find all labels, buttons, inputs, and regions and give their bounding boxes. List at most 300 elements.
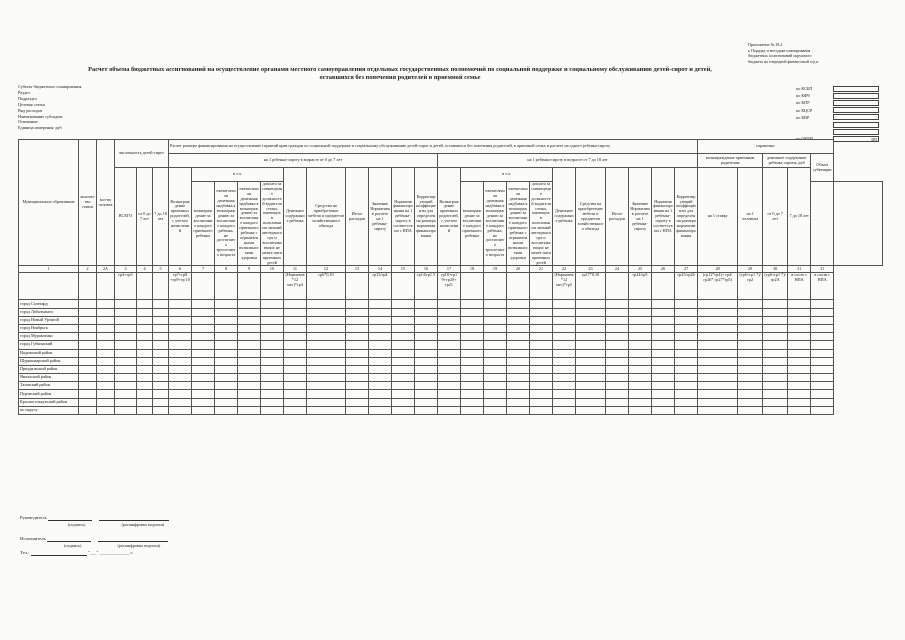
value-cell[interactable] bbox=[192, 390, 215, 398]
value-cell[interactable] bbox=[698, 316, 738, 324]
value-cell[interactable] bbox=[115, 300, 137, 308]
value-cell[interactable] bbox=[284, 324, 307, 332]
value-cell[interactable] bbox=[215, 341, 238, 349]
value-cell[interactable] bbox=[153, 308, 169, 316]
value-cell[interactable] bbox=[346, 308, 369, 316]
value-cell[interactable] bbox=[788, 382, 811, 390]
value-cell[interactable] bbox=[97, 300, 115, 308]
value-cell[interactable] bbox=[461, 357, 484, 365]
value-cell[interactable] bbox=[606, 349, 629, 357]
value-cell[interactable] bbox=[553, 308, 576, 316]
value-cell[interactable] bbox=[553, 349, 576, 357]
value-cell[interactable] bbox=[307, 324, 346, 332]
value-cell[interactable] bbox=[530, 406, 553, 414]
value-cell[interactable] bbox=[530, 308, 553, 316]
value-cell[interactable] bbox=[369, 374, 392, 382]
value-cell[interactable] bbox=[261, 308, 284, 316]
value-cell[interactable] bbox=[629, 349, 652, 357]
value-cell[interactable] bbox=[629, 365, 652, 373]
value-cell[interactable] bbox=[461, 398, 484, 406]
value-cell[interactable] bbox=[79, 324, 97, 332]
value-cell[interactable] bbox=[484, 398, 507, 406]
value-cell[interactable] bbox=[738, 390, 763, 398]
value-cell[interactable] bbox=[738, 374, 763, 382]
value-cell[interactable] bbox=[484, 382, 507, 390]
value-cell[interactable] bbox=[369, 300, 392, 308]
value-cell[interactable] bbox=[461, 406, 484, 414]
value-cell[interactable] bbox=[415, 390, 438, 398]
value-cell[interactable] bbox=[215, 365, 238, 373]
value-cell[interactable] bbox=[97, 382, 115, 390]
value-cell[interactable] bbox=[97, 308, 115, 316]
value-cell[interactable] bbox=[698, 333, 738, 341]
value-cell[interactable] bbox=[675, 316, 698, 324]
value-cell[interactable] bbox=[698, 349, 738, 357]
value-cell[interactable] bbox=[307, 398, 346, 406]
value-cell[interactable] bbox=[484, 341, 507, 349]
value-cell[interactable] bbox=[576, 300, 606, 308]
value-cell[interactable] bbox=[576, 308, 606, 316]
value-cell[interactable] bbox=[169, 316, 192, 324]
value-cell[interactable] bbox=[115, 398, 137, 406]
value-cell[interactable] bbox=[115, 316, 137, 324]
value-cell[interactable] bbox=[192, 374, 215, 382]
value-cell[interactable] bbox=[192, 365, 215, 373]
value-cell[interactable] bbox=[238, 406, 261, 414]
value-cell[interactable] bbox=[675, 374, 698, 382]
value-cell[interactable] bbox=[153, 341, 169, 349]
value-cell[interactable] bbox=[507, 349, 530, 357]
value-cell[interactable] bbox=[79, 316, 97, 324]
value-cell[interactable] bbox=[652, 300, 675, 308]
value-cell[interactable] bbox=[238, 349, 261, 357]
value-cell[interactable] bbox=[137, 390, 153, 398]
value-cell[interactable] bbox=[153, 349, 169, 357]
value-cell[interactable] bbox=[698, 406, 738, 414]
value-cell[interactable] bbox=[438, 374, 461, 382]
value-cell[interactable] bbox=[392, 382, 415, 390]
value-cell[interactable] bbox=[553, 382, 576, 390]
value-cell[interactable] bbox=[629, 390, 652, 398]
value-cell[interactable] bbox=[553, 390, 576, 398]
value-cell[interactable] bbox=[738, 406, 763, 414]
value-cell[interactable] bbox=[97, 390, 115, 398]
value-cell[interactable] bbox=[284, 300, 307, 308]
value-cell[interactable] bbox=[507, 357, 530, 365]
value-cell[interactable] bbox=[530, 300, 553, 308]
value-cell[interactable] bbox=[369, 398, 392, 406]
value-cell[interactable] bbox=[811, 406, 834, 414]
value-cell[interactable] bbox=[675, 390, 698, 398]
value-cell[interactable] bbox=[811, 382, 834, 390]
value-cell[interactable] bbox=[507, 398, 530, 406]
value-cell[interactable] bbox=[652, 316, 675, 324]
value-cell[interactable] bbox=[415, 316, 438, 324]
value-cell[interactable] bbox=[530, 341, 553, 349]
value-cell[interactable] bbox=[284, 374, 307, 382]
value-cell[interactable] bbox=[738, 316, 763, 324]
value-cell[interactable] bbox=[553, 374, 576, 382]
value-cell[interactable] bbox=[763, 341, 788, 349]
value-cell[interactable] bbox=[79, 406, 97, 414]
value-cell[interactable] bbox=[675, 349, 698, 357]
value-cell[interactable] bbox=[763, 374, 788, 382]
value-cell[interactable] bbox=[763, 357, 788, 365]
value-cell[interactable] bbox=[392, 374, 415, 382]
value-cell[interactable] bbox=[261, 374, 284, 382]
value-cell[interactable] bbox=[392, 398, 415, 406]
value-cell[interactable] bbox=[530, 357, 553, 365]
value-cell[interactable] bbox=[392, 300, 415, 308]
value-cell[interactable] bbox=[392, 324, 415, 332]
value-cell[interactable] bbox=[369, 349, 392, 357]
value-cell[interactable] bbox=[137, 308, 153, 316]
value-cell[interactable] bbox=[115, 308, 137, 316]
value-cell[interactable] bbox=[788, 349, 811, 357]
value-cell[interactable] bbox=[788, 300, 811, 308]
value-cell[interactable] bbox=[438, 357, 461, 365]
value-cell[interactable] bbox=[284, 398, 307, 406]
value-cell[interactable] bbox=[811, 333, 834, 341]
value-cell[interactable] bbox=[261, 300, 284, 308]
value-cell[interactable] bbox=[507, 300, 530, 308]
value-cell[interactable] bbox=[530, 324, 553, 332]
code-field[interactable] bbox=[833, 100, 879, 106]
value-cell[interactable] bbox=[553, 300, 576, 308]
value-cell[interactable] bbox=[461, 316, 484, 324]
value-cell[interactable] bbox=[415, 349, 438, 357]
value-cell[interactable] bbox=[369, 357, 392, 365]
value-cell[interactable] bbox=[507, 316, 530, 324]
value-cell[interactable] bbox=[438, 300, 461, 308]
value-cell[interactable] bbox=[530, 333, 553, 341]
value-cell[interactable] bbox=[763, 316, 788, 324]
value-cell[interactable] bbox=[346, 365, 369, 373]
value-cell[interactable] bbox=[392, 406, 415, 414]
phone-field[interactable] bbox=[31, 555, 87, 556]
value-cell[interactable] bbox=[811, 300, 834, 308]
value-cell[interactable] bbox=[115, 374, 137, 382]
value-cell[interactable] bbox=[698, 365, 738, 373]
value-cell[interactable] bbox=[307, 341, 346, 349]
value-cell[interactable] bbox=[238, 316, 261, 324]
value-cell[interactable] bbox=[369, 308, 392, 316]
value-cell[interactable] bbox=[698, 374, 738, 382]
value-cell[interactable] bbox=[788, 324, 811, 332]
value-cell[interactable] bbox=[79, 390, 97, 398]
value-cell[interactable] bbox=[415, 357, 438, 365]
value-cell[interactable] bbox=[115, 382, 137, 390]
value-cell[interactable] bbox=[788, 308, 811, 316]
value-cell[interactable] bbox=[79, 308, 97, 316]
value-cell[interactable] bbox=[307, 300, 346, 308]
value-cell[interactable] bbox=[137, 365, 153, 373]
value-cell[interactable] bbox=[392, 365, 415, 373]
value-cell[interactable] bbox=[461, 365, 484, 373]
value-cell[interactable] bbox=[788, 333, 811, 341]
value-cell[interactable] bbox=[169, 333, 192, 341]
value-cell[interactable] bbox=[606, 341, 629, 349]
value-cell[interactable] bbox=[763, 333, 788, 341]
value-cell[interactable] bbox=[115, 406, 137, 414]
value-cell[interactable] bbox=[461, 324, 484, 332]
value-cell[interactable] bbox=[484, 333, 507, 341]
value-cell[interactable] bbox=[97, 349, 115, 357]
value-cell[interactable] bbox=[438, 324, 461, 332]
value-cell[interactable] bbox=[192, 333, 215, 341]
value-cell[interactable] bbox=[652, 398, 675, 406]
value-cell[interactable] bbox=[169, 406, 192, 414]
value-cell[interactable] bbox=[153, 300, 169, 308]
value-cell[interactable] bbox=[346, 374, 369, 382]
value-cell[interactable] bbox=[438, 406, 461, 414]
value-cell[interactable] bbox=[153, 333, 169, 341]
value-cell[interactable] bbox=[553, 333, 576, 341]
value-cell[interactable] bbox=[507, 324, 530, 332]
value-cell[interactable] bbox=[215, 308, 238, 316]
value-cell[interactable] bbox=[507, 382, 530, 390]
value-cell[interactable] bbox=[553, 365, 576, 373]
value-cell[interactable] bbox=[238, 390, 261, 398]
value-cell[interactable] bbox=[215, 390, 238, 398]
value-cell[interactable] bbox=[238, 382, 261, 390]
value-cell[interactable] bbox=[238, 324, 261, 332]
value-cell[interactable] bbox=[606, 357, 629, 365]
value-cell[interactable] bbox=[698, 308, 738, 316]
value-cell[interactable] bbox=[629, 324, 652, 332]
value-cell[interactable] bbox=[652, 308, 675, 316]
value-cell[interactable] bbox=[629, 308, 652, 316]
value-cell[interactable] bbox=[284, 316, 307, 324]
value-cell[interactable] bbox=[415, 324, 438, 332]
value-cell[interactable] bbox=[461, 300, 484, 308]
value-cell[interactable] bbox=[261, 333, 284, 341]
value-cell[interactable] bbox=[238, 341, 261, 349]
value-cell[interactable] bbox=[629, 300, 652, 308]
value-cell[interactable] bbox=[530, 349, 553, 357]
value-cell[interactable] bbox=[576, 324, 606, 332]
value-cell[interactable] bbox=[788, 406, 811, 414]
value-cell[interactable] bbox=[392, 357, 415, 365]
value-cell[interactable] bbox=[763, 406, 788, 414]
value-cell[interactable] bbox=[392, 308, 415, 316]
value-cell[interactable] bbox=[576, 406, 606, 414]
value-cell[interactable] bbox=[369, 341, 392, 349]
value-cell[interactable] bbox=[484, 316, 507, 324]
value-cell[interactable] bbox=[97, 324, 115, 332]
value-cell[interactable] bbox=[606, 374, 629, 382]
value-cell[interactable] bbox=[507, 390, 530, 398]
value-cell[interactable] bbox=[811, 357, 834, 365]
value-cell[interactable] bbox=[137, 374, 153, 382]
value-cell[interactable] bbox=[811, 398, 834, 406]
value-cell[interactable] bbox=[238, 333, 261, 341]
value-cell[interactable] bbox=[763, 308, 788, 316]
value-cell[interactable] bbox=[675, 324, 698, 332]
value-cell[interactable] bbox=[137, 341, 153, 349]
value-cell[interactable] bbox=[606, 365, 629, 373]
value-cell[interactable] bbox=[652, 365, 675, 373]
value-cell[interactable] bbox=[698, 357, 738, 365]
value-cell[interactable] bbox=[153, 357, 169, 365]
value-cell[interactable] bbox=[484, 308, 507, 316]
value-cell[interactable] bbox=[415, 398, 438, 406]
value-cell[interactable] bbox=[169, 308, 192, 316]
value-cell[interactable] bbox=[169, 374, 192, 382]
value-cell[interactable] bbox=[115, 357, 137, 365]
value-cell[interactable] bbox=[415, 406, 438, 414]
value-cell[interactable] bbox=[192, 324, 215, 332]
value-cell[interactable] bbox=[738, 357, 763, 365]
value-cell[interactable] bbox=[576, 374, 606, 382]
value-cell[interactable] bbox=[484, 349, 507, 357]
value-cell[interactable] bbox=[307, 365, 346, 373]
value-cell[interactable] bbox=[738, 398, 763, 406]
value-cell[interactable] bbox=[652, 382, 675, 390]
value-cell[interactable] bbox=[261, 316, 284, 324]
value-cell[interactable] bbox=[192, 382, 215, 390]
value-cell[interactable] bbox=[215, 300, 238, 308]
value-cell[interactable] bbox=[763, 398, 788, 406]
value-cell[interactable] bbox=[137, 357, 153, 365]
value-cell[interactable] bbox=[675, 341, 698, 349]
value-cell[interactable] bbox=[346, 341, 369, 349]
value-cell[interactable] bbox=[652, 406, 675, 414]
value-cell[interactable] bbox=[115, 365, 137, 373]
value-cell[interactable] bbox=[137, 324, 153, 332]
value-cell[interactable] bbox=[192, 349, 215, 357]
value-cell[interactable] bbox=[137, 398, 153, 406]
value-cell[interactable] bbox=[215, 316, 238, 324]
value-cell[interactable] bbox=[507, 406, 530, 414]
value-cell[interactable] bbox=[215, 398, 238, 406]
value-cell[interactable] bbox=[415, 365, 438, 373]
value-cell[interactable] bbox=[507, 333, 530, 341]
value-cell[interactable] bbox=[153, 382, 169, 390]
value-cell[interactable] bbox=[392, 349, 415, 357]
value-cell[interactable] bbox=[284, 349, 307, 357]
value-cell[interactable] bbox=[284, 382, 307, 390]
value-cell[interactable] bbox=[811, 390, 834, 398]
value-cell[interactable] bbox=[238, 374, 261, 382]
value-cell[interactable] bbox=[346, 316, 369, 324]
value-cell[interactable] bbox=[629, 406, 652, 414]
value-cell[interactable] bbox=[763, 349, 788, 357]
value-cell[interactable] bbox=[79, 365, 97, 373]
value-cell[interactable] bbox=[553, 398, 576, 406]
value-cell[interactable] bbox=[606, 406, 629, 414]
value-cell[interactable] bbox=[215, 357, 238, 365]
value-cell[interactable] bbox=[461, 341, 484, 349]
value-cell[interactable] bbox=[738, 300, 763, 308]
value-cell[interactable] bbox=[461, 349, 484, 357]
value-cell[interactable] bbox=[215, 374, 238, 382]
value-cell[interactable] bbox=[97, 341, 115, 349]
value-cell[interactable] bbox=[698, 300, 738, 308]
value-cell[interactable] bbox=[169, 398, 192, 406]
value-cell[interactable] bbox=[606, 390, 629, 398]
value-cell[interactable] bbox=[698, 390, 738, 398]
value-cell[interactable] bbox=[169, 390, 192, 398]
value-cell[interactable] bbox=[284, 406, 307, 414]
value-cell[interactable] bbox=[438, 316, 461, 324]
value-cell[interactable] bbox=[530, 365, 553, 373]
value-cell[interactable] bbox=[346, 357, 369, 365]
value-cell[interactable] bbox=[415, 341, 438, 349]
value-cell[interactable] bbox=[484, 300, 507, 308]
value-cell[interactable] bbox=[738, 382, 763, 390]
value-cell[interactable] bbox=[153, 390, 169, 398]
value-cell[interactable] bbox=[169, 300, 192, 308]
value-cell[interactable] bbox=[675, 333, 698, 341]
code-field[interactable] bbox=[833, 129, 879, 135]
value-cell[interactable] bbox=[137, 382, 153, 390]
value-cell[interactable] bbox=[137, 316, 153, 324]
value-cell[interactable] bbox=[788, 341, 811, 349]
value-cell[interactable] bbox=[307, 382, 346, 390]
value-cell[interactable] bbox=[438, 308, 461, 316]
code-field[interactable] bbox=[833, 107, 879, 113]
value-cell[interactable] bbox=[115, 349, 137, 357]
value-cell[interactable] bbox=[576, 382, 606, 390]
value-cell[interactable] bbox=[215, 324, 238, 332]
value-cell[interactable] bbox=[507, 374, 530, 382]
value-cell[interactable] bbox=[192, 406, 215, 414]
value-cell[interactable] bbox=[369, 324, 392, 332]
value-cell[interactable] bbox=[346, 406, 369, 414]
value-cell[interactable] bbox=[346, 398, 369, 406]
value-cell[interactable] bbox=[606, 382, 629, 390]
value-cell[interactable] bbox=[788, 374, 811, 382]
value-cell[interactable] bbox=[215, 382, 238, 390]
value-cell[interactable] bbox=[811, 316, 834, 324]
value-cell[interactable] bbox=[137, 406, 153, 414]
value-cell[interactable] bbox=[461, 333, 484, 341]
value-cell[interactable] bbox=[79, 374, 97, 382]
value-cell[interactable] bbox=[484, 406, 507, 414]
value-cell[interactable] bbox=[169, 324, 192, 332]
value-cell[interactable] bbox=[461, 382, 484, 390]
value-cell[interactable] bbox=[284, 341, 307, 349]
value-cell[interactable] bbox=[576, 349, 606, 357]
value-cell[interactable] bbox=[484, 365, 507, 373]
value-cell[interactable] bbox=[153, 365, 169, 373]
value-cell[interactable] bbox=[576, 357, 606, 365]
value-cell[interactable] bbox=[461, 374, 484, 382]
value-cell[interactable] bbox=[153, 406, 169, 414]
value-cell[interactable] bbox=[576, 316, 606, 324]
value-cell[interactable] bbox=[284, 365, 307, 373]
value-cell[interactable] bbox=[137, 300, 153, 308]
value-cell[interactable] bbox=[307, 349, 346, 357]
value-cell[interactable] bbox=[284, 357, 307, 365]
value-cell[interactable] bbox=[629, 357, 652, 365]
value-cell[interactable] bbox=[215, 349, 238, 357]
value-cell[interactable] bbox=[307, 374, 346, 382]
value-cell[interactable] bbox=[169, 349, 192, 357]
value-cell[interactable] bbox=[629, 316, 652, 324]
value-cell[interactable] bbox=[438, 341, 461, 349]
value-cell[interactable] bbox=[763, 324, 788, 332]
value-cell[interactable] bbox=[438, 333, 461, 341]
value-cell[interactable] bbox=[606, 398, 629, 406]
value-cell[interactable] bbox=[137, 333, 153, 341]
value-cell[interactable] bbox=[788, 398, 811, 406]
value-cell[interactable] bbox=[629, 341, 652, 349]
value-cell[interactable] bbox=[763, 390, 788, 398]
value-cell[interactable] bbox=[576, 365, 606, 373]
value-cell[interactable] bbox=[698, 382, 738, 390]
